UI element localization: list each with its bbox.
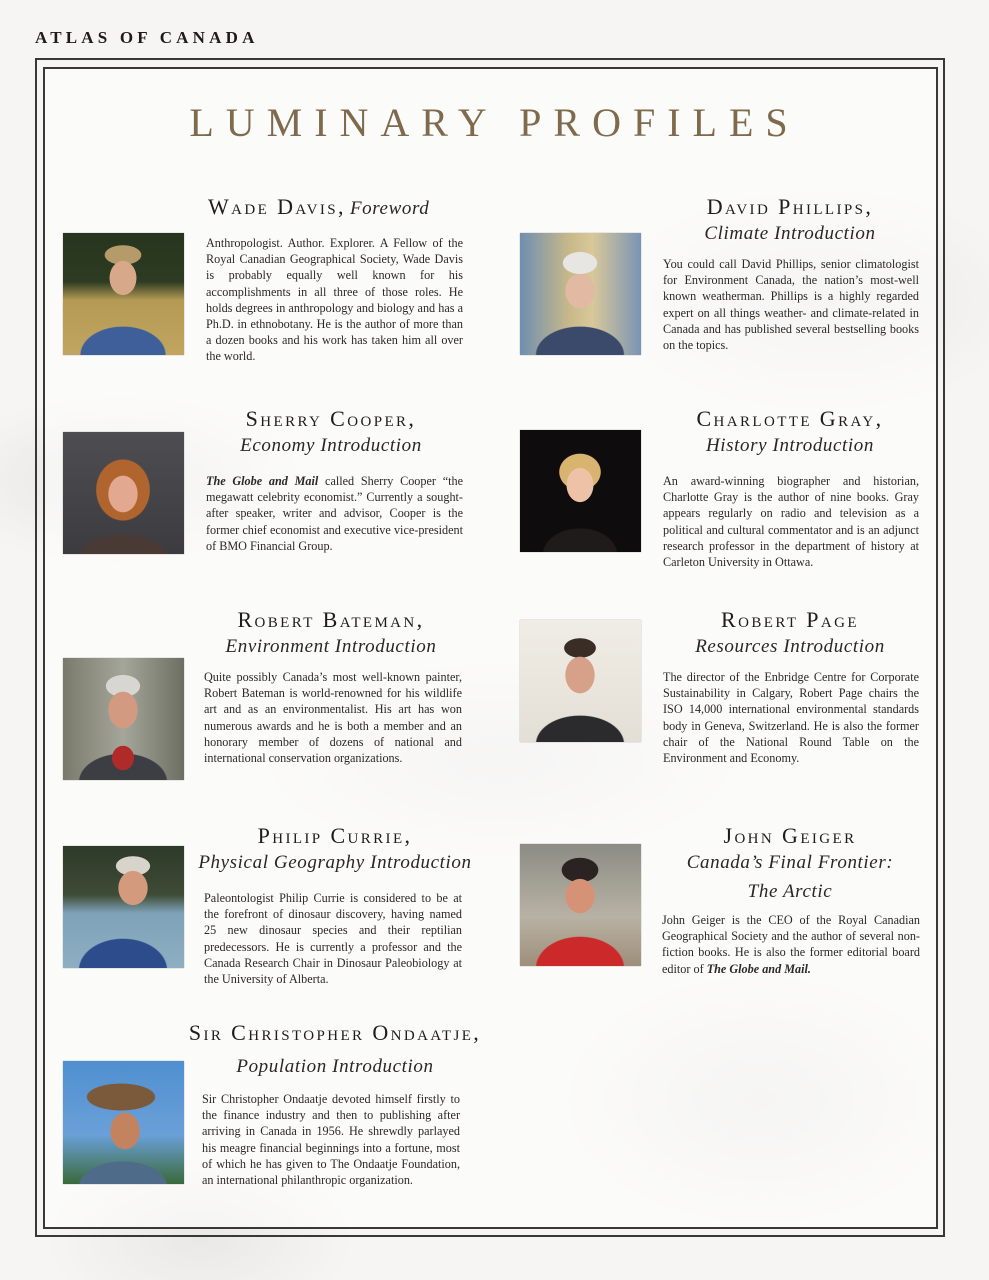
profile-bio-text: John Geiger is the CEO of the Royal Canadian Geographical Society and the author of several non-fiction books. He is also the former editorial board editor of [662, 913, 920, 976]
profile-role-line2: The Arctic [747, 881, 833, 902]
portrait-john-geiger [520, 844, 641, 966]
profile-role: Canada’s Final Frontier: [686, 852, 894, 873]
profile-name: Sherry Cooper, [245, 406, 417, 431]
profile-bio [662, 912, 920, 977]
profile-role: Environment Introduction [225, 636, 437, 657]
profile-role: History Introduction [705, 435, 875, 456]
portrait-wade-davis [63, 233, 184, 355]
profile-name: Sir Christopher Ondaatje, [188, 1020, 482, 1045]
portrait-robert-bateman [63, 658, 184, 780]
profile-role: Resources Introduction [695, 636, 885, 657]
profile-role: Physical Geography Introduction [198, 852, 472, 873]
profile-bio: An award-winning biographer and historian, Charlotte Gray is the author of nine books. Gray appears regularly on radio and television as a political and cultural commentator and is an adjunct research professor in the department of history at Carleton University in Ottawa. [663, 474, 919, 570]
profile-role: Climate Introduction [704, 223, 876, 244]
profile-name: Charlotte Gray, [696, 406, 884, 431]
publication-title: The Globe and Mail [206, 474, 319, 488]
portrait-david-phillips [520, 233, 641, 355]
page-title: LUMINARY PROFILES [189, 100, 800, 145]
portrait-charlotte-gray [520, 430, 641, 552]
profile-name: Robert Bateman, [237, 607, 425, 632]
portrait-sherry-cooper [63, 432, 184, 554]
profile-name: Robert Page [721, 607, 859, 632]
profile-role: Economy Introduction [240, 435, 422, 456]
portrait-philip-currie [63, 846, 184, 968]
profile-name: John Geiger [723, 823, 857, 848]
profile-bio: The director of the Enbridge Centre for Corporate Sustainability in Calgary, Robert Page chairs the ISO 14,000 international environmental standards body in Geneva, Switzerland. He is also the former chair of the National Round Table on the Environment and Economy. [663, 670, 919, 766]
profile-name: David Phillips, [706, 194, 874, 219]
publication-title: The Globe and Mail. [706, 961, 811, 976]
profile-bio: You could call David Phillips, senior climatologist for Environment Canada, the nation’s most-well known weatherman. Phillips is a highly regarded expert on all things weather- and climate-related in Canada and has published several bestselling books on the topics. [663, 257, 919, 353]
profile-role: Population Introduction [236, 1056, 434, 1077]
profile-bio [206, 473, 463, 554]
profile-bio: Anthropologist. Author. Explorer. A Fellow of the Royal Canadian Geographical Society, Wade Davis is probably equally well known for his accomplishments in all three of those roles. He holds degrees in anthropology and biology and has a Ph.D. in ethnobotany. He is the author of more than a dozen books and his work has taken him all over the world. [206, 236, 463, 364]
profile-bio-text: called Sherry Cooper “the megawatt celebrity economist.” Currently a sought-after speaker, writer and advisor, Cooper is the former chief economist and executive vice-president of BMO Financial Group. [206, 474, 463, 553]
profile-bio: Sir Christopher Ondaatje devoted himself firstly to the finance industry and then to publishing after arriving in Canada in 1956. He shrewdly parlayed his meagre financial beginnings into a fortune, most of which he has given to The Ondaatje Foundation, an international philanthropic organization. [202, 1092, 460, 1188]
profile-name: Philip Currie, [257, 823, 413, 848]
portrait-robert-page [520, 620, 641, 742]
profile-bio: Paleontologist Philip Currie is considered to be at the forefront of dinosaur discovery, having named 25 new dinosaur species and their reptilian predecessors. He is currently a professor and the Canada Research Chair in Dinosaur Paleobiology at the University of Alberta. [204, 891, 462, 987]
profile-bio: Quite possibly Canada’s most well-known painter, Robert Bateman is world-renowned for his wildlife art and as an environmentalist. His art has won numerous awards and he is both a member and an honorary member of dozens of national and international conservation organizations. [204, 670, 462, 766]
running-head: ATLAS OF CANADA [35, 28, 259, 47]
profile-name: Wade Davis, [208, 194, 346, 219]
profile-role: Foreword [349, 198, 430, 219]
